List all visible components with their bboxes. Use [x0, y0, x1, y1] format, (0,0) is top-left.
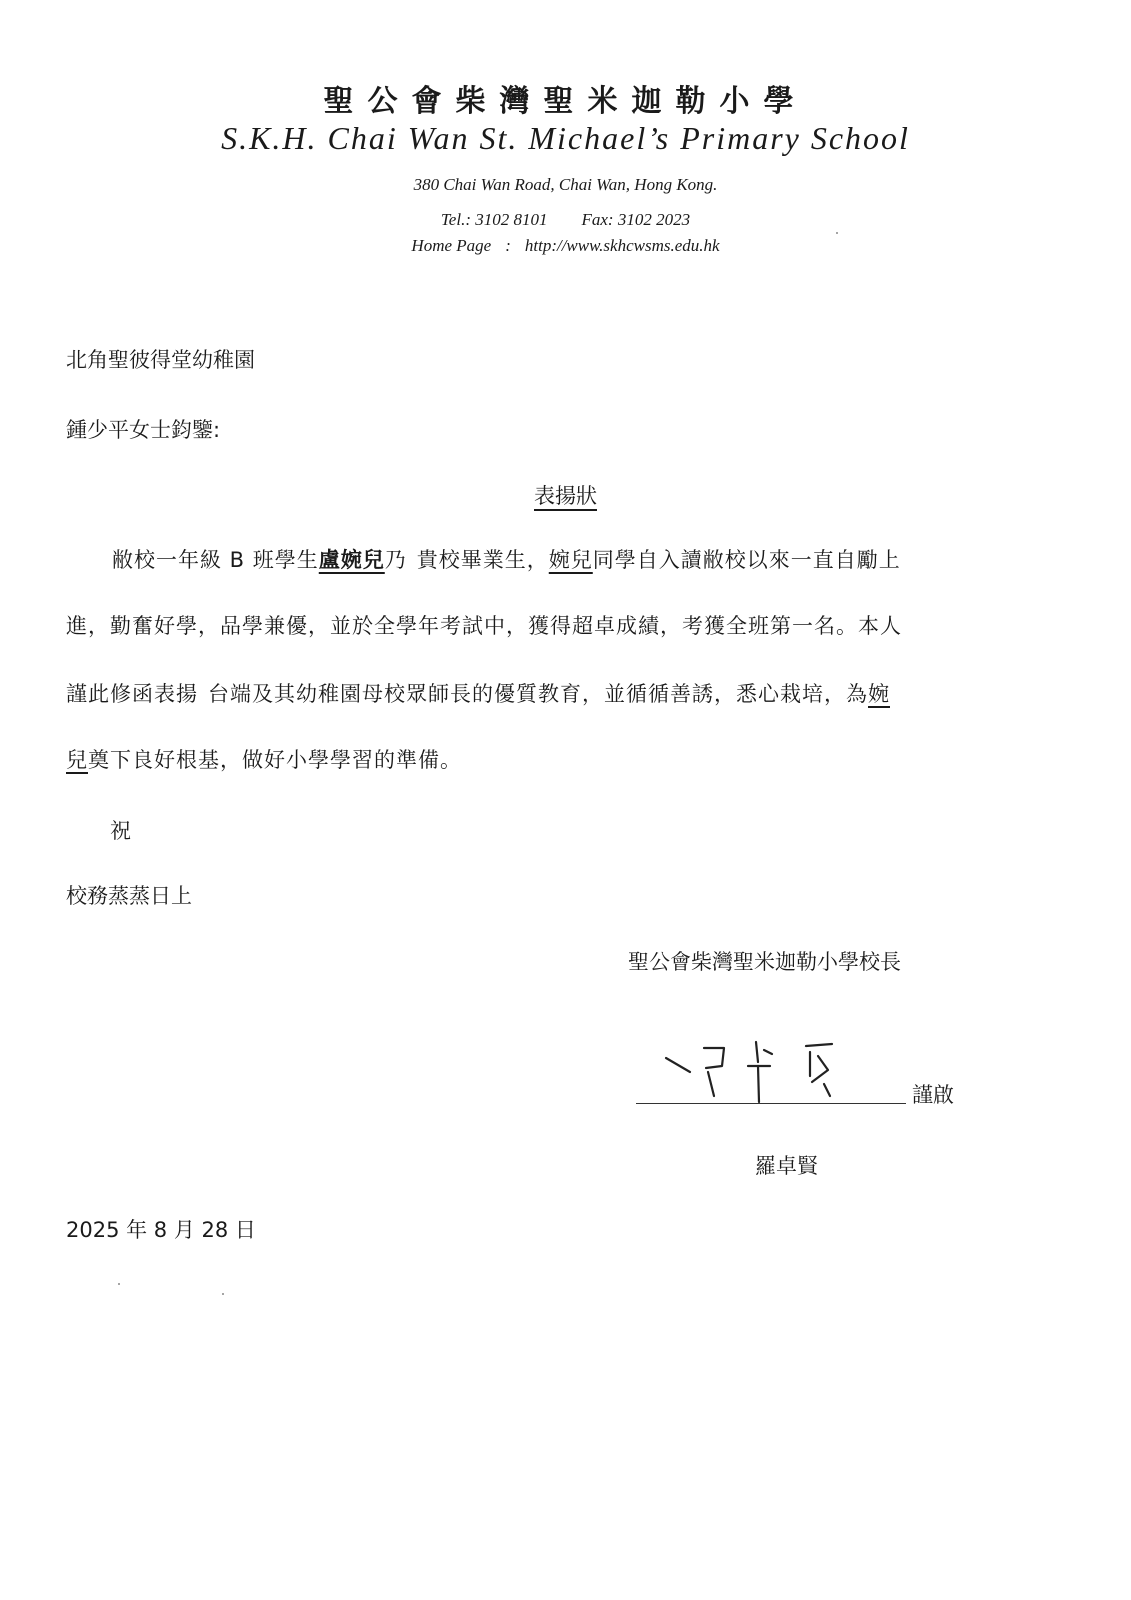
student-given-name-part: 兒	[66, 748, 88, 772]
student-given-name-part: 婉	[868, 682, 890, 706]
closing-wish-line: 校務蒸蒸日上	[66, 884, 192, 908]
body-text: 貴校畢業生，	[416, 548, 549, 572]
homepage-url: http://www.skhcwsms.edu.hk	[524, 236, 720, 255]
body-text: 乃	[384, 548, 407, 572]
body-line-4	[66, 744, 1050, 774]
school-homepage	[0, 236, 1131, 256]
signatory-name: 羅卓賢	[755, 1154, 818, 1178]
fax: Fax: 3102 2023	[581, 210, 691, 229]
body-text: 謹此修函表揚	[66, 682, 198, 706]
body-text: 台端及其幼稚園母校眾師長的優質教育，並循循善誘，悉心栽培，為	[208, 682, 868, 706]
school-name-english: S.K.H. Chai Wan St. Michael’s Primary School	[221, 120, 910, 156]
body-line-2: 進，勤奮好學，品學兼優，並於全學年考試中，獲得超卓成績，考獲全班第一名。本人	[66, 614, 902, 638]
scan-speck	[836, 232, 838, 234]
recipient-salutation: 鍾少平女士鈞鑒:	[66, 418, 221, 442]
letter-date: 2025 年 8 月 28 日	[66, 1218, 256, 1242]
closing-wish: 祝	[110, 819, 131, 843]
telephone: Tel.: 3102 8101	[440, 210, 548, 229]
school-address: 380 Chai Wan Road, Chai Wan, Hong Kong.	[413, 175, 718, 194]
document-title-text: 表揚狀	[534, 484, 597, 508]
handwritten-signature	[660, 1036, 860, 1108]
student-name: 盧婉兒	[318, 548, 385, 572]
document-title	[0, 480, 1131, 510]
scan-speck	[118, 1283, 120, 1285]
student-given-name: 婉兒	[548, 548, 593, 572]
body-text: 奠下良好根基，做好小學學習的準備。	[88, 748, 462, 772]
recipient-organization: 北角聖彼得堂幼稚園	[66, 348, 255, 372]
school-contact	[0, 210, 1131, 230]
body-text: 同學自入讀敝校以來一直自勵上	[592, 548, 901, 572]
body-line-1	[66, 544, 1050, 574]
scan-speck	[222, 1293, 224, 1295]
body-line-3	[66, 678, 1050, 708]
homepage-colon: :	[505, 236, 511, 255]
homepage-label: Home Page	[411, 236, 492, 255]
signature-line	[636, 1103, 906, 1104]
school-name-chinese: 聖公會柴灣聖米迦勒小學	[323, 84, 808, 119]
signatory-title: 聖公會柴灣聖米迦勒小學校長	[628, 950, 901, 974]
body-text: 敝校一年級 B 班學生	[112, 548, 319, 572]
signature-closing: 謹啟	[912, 1083, 954, 1107]
